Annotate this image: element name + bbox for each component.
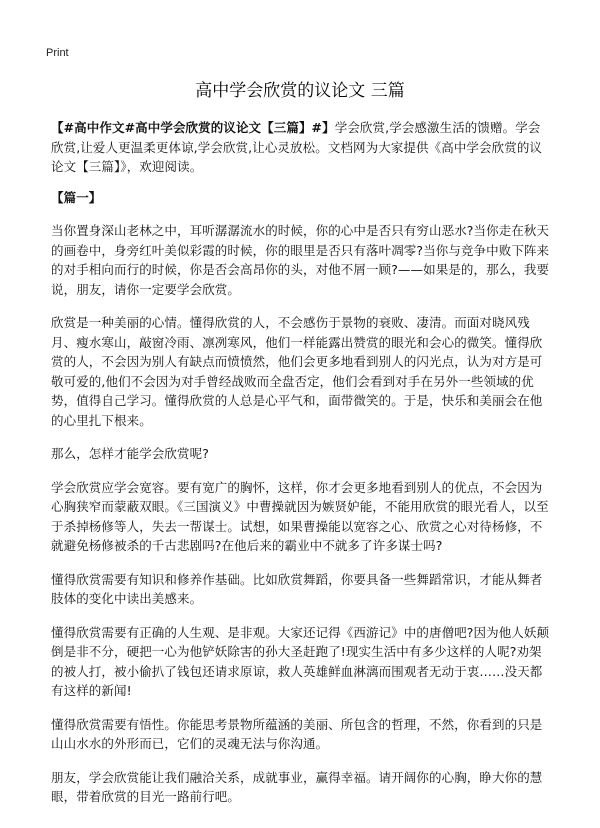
paragraph-8: 朋友，学会欣赏能让我们融洽关系，成就事业，赢得幸福。请开阔你的心胸，睁大你的慧眼，带着欣赏的目光一路前行吧。 xyxy=(51,769,543,804)
paragraph-4: 学会欣赏应学会宽容。要有宽广的胸怀，这样，你才会更多地看到别人的优点，不会因为心胸狭窄而蒙蔽双眼。《三国演义》中曹操就因为嫉贤妒能，不能用欣赏的眼光看人，以至于杀掉杨修等人，失去一帮谋士。试想，如果曹操能以宽容之心、欣赏之心对待杨修，不就避免杨修被杀的千古悲剧吗?在他后来的霸业中不就多了许多谋士吗? xyxy=(51,479,549,553)
print-link[interactable]: Print xyxy=(46,47,69,59)
paragraph-5: 懂得欣赏需要有知识和修养作基础。比如欣赏舞蹈，你要具备一些舞蹈常识，才能从舞者肢体的变化中读出美感来。 xyxy=(51,571,543,606)
paragraph-2: 欣赏是一种美丽的心情。懂得欣赏的人，不会感伤于景物的衰败、凄清。而面对晓风残月、瘦水寒山，敲窗冷雨、凛冽寒风，他们一样能露出赞赏的眼光和会心的微笑。懂得欣赏的人，不会因为别人有缺点而愤愤然，他们会更多地看到别人的闪光点，认为对方是可敬可爱的,他们不会因为对手曾经战败而全盘否定，他们会看到对手在另外一些领域的优势，值得自己学习。懂得欣赏的人总是心平气和，面带微笑的。于是，快乐和美丽会在他的心里扎下根来。 xyxy=(51,315,543,428)
paragraph-3: 那么，怎样才能学会欣赏呢? xyxy=(51,446,209,461)
section-heading: 【篇一】 xyxy=(51,189,102,205)
paragraph-6: 懂得欣赏需要有正确的人生观、是非观。大家还记得《西游记》中的唐僧吧?因为他人妖颠倒是非不分，硬把一心为他铲妖除害的孙大圣赶跑了!现实生活中有多少这样的人呢?劝架的被人打，被小偷扒了钱包还请求原谅，救人英雄鲜血淋漓而围观者无动于衷……没天都有这样的新闻! xyxy=(51,624,550,698)
intro-tags: 【#高中作文#高中学会欣赏的议论文【三篇】#】 xyxy=(51,120,335,135)
paragraph-7: 懂得欣赏需要有悟性。你能思考景物所蕴涵的美丽、所包含的哲理，不然，你看到的只是山山水水的外形而已，它们的灵魂无法与你沟通。 xyxy=(51,716,543,751)
article-body xyxy=(51,118,550,807)
intro-paragraph xyxy=(51,118,550,177)
page-title: 高中学会欣赏的议论文 三篇 xyxy=(195,81,405,101)
paragraph-1: 当你置身深山老林之中，耳听潺潺流水的时候，你的心中是否只有穷山恶水?当你走在秋天的画卷中，身旁红叶美似彩霞的时候，你的眼里是否只有落叶凋零?当你与竞争中败下阵来的对手相向而行的时候，你是否会高昂你的头，对他不屑一顾?——如果是的，那么，我要说，朋友，请你一定要学会欣赏。 xyxy=(51,223,550,297)
intro-text: 学会欣赏,学会感激生活的馈赠。学会欣赏,让爱人更温柔更体谅,学会欣赏,让心灵放松。文档网为大家提供《高中学会欣赏的议论文【三篇】》，欢迎阅读。 xyxy=(51,120,543,174)
